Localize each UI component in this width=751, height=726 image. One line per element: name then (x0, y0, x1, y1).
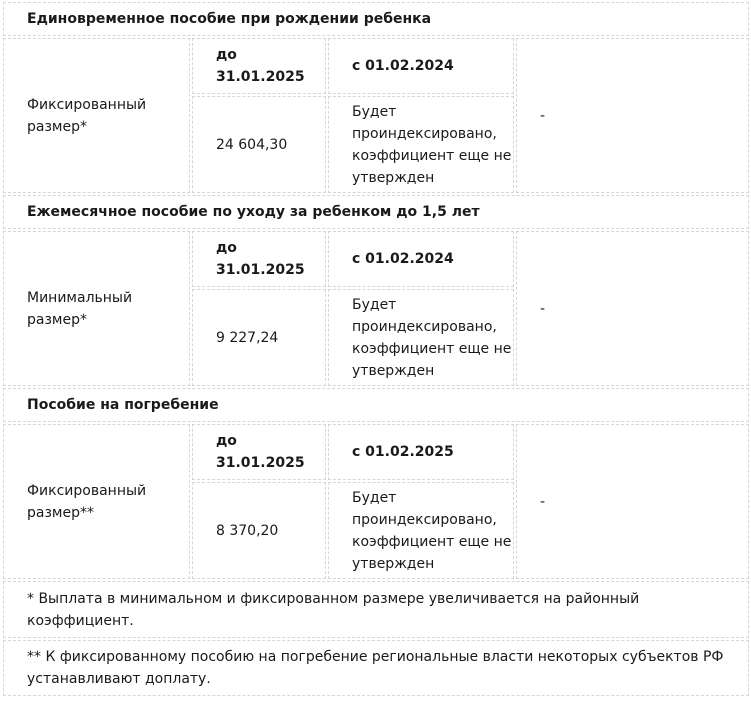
section-title: Пособие на погребение (3, 388, 749, 422)
old-period-header: до 31.01.2025 (192, 424, 326, 480)
old-period-header: до 31.01.2025 (192, 38, 326, 94)
section-title: Ежемесячное пособие по уходу за ребенком до 1,5 лет (3, 195, 749, 229)
parameter-label: Минимальный размер* (3, 231, 190, 386)
parameter-label: Фиксированный размер* (3, 38, 190, 193)
new-period-header: с 01.02.2024 (328, 38, 514, 94)
new-period-value: Будет проиндексировано, коэффициент еще не утвержден (328, 289, 514, 386)
new-period-value: Будет проиндексировано, коэффициент еще не утвержден (328, 482, 514, 579)
footnote-burial-surcharge: ** К фиксированному пособию на погребение региональные власти некоторых субъектов РФ устанавливают доплату. (3, 640, 749, 696)
parameter-label: Фиксированный размер** (3, 424, 190, 579)
section-title: Единовременное пособие при рождении ребенка (3, 2, 749, 36)
new-period-value: Будет проиндексировано, коэффициент еще не утвержден (328, 96, 514, 193)
footnote-regional-coefficient: * Выплата в минимальном и фиксированном размере увеличивается на районный коэффициент. (3, 581, 749, 638)
new-period-header: с 01.02.2025 (328, 424, 514, 480)
extra-value: - (516, 231, 749, 386)
old-period-value: 24 604,30 (192, 96, 326, 193)
old-period-header: до 31.01.2025 (192, 231, 326, 287)
benefits-table (1, 0, 751, 698)
extra-value: - (516, 424, 749, 579)
old-period-value: 9 227,24 (192, 289, 326, 386)
old-period-value: 8 370,20 (192, 482, 326, 579)
extra-value: - (516, 38, 749, 193)
new-period-header: с 01.02.2024 (328, 231, 514, 287)
